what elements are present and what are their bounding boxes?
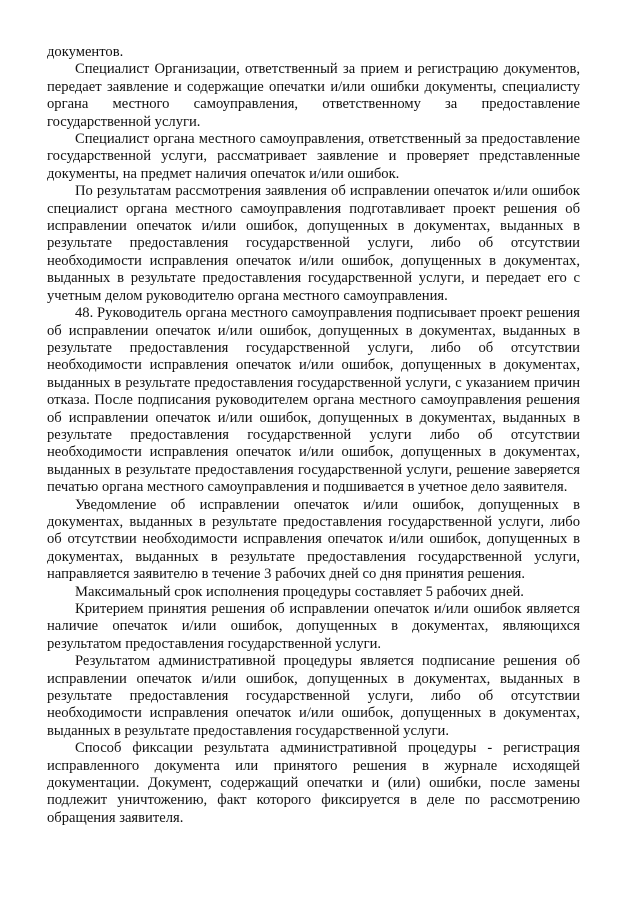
paragraph-result: Результатом административной процедуры является подписание решения об исправлении опечаток и/или ошибок, допущенных в документах, выданных в результате предоставления государственной услуги, либо об отсутствии необходимости исправления опечаток и/или ошибок, допущенных в документах, выданных в результате предоставления государственной услуги.: [47, 653, 580, 739]
paragraph-criterion: Критерием принятия решения об исправлении опечаток и/или ошибок является наличие опечаток и/или ошибок, допущенных в документах, являющихся результатом предоставления государственной услуги.: [47, 601, 580, 652]
paragraph-review-results: По результатам рассмотрения заявления об исправлении опечаток и/или ошибок специалист органа местного самоуправления подготавливает проект решения об исправлении опечаток и/или ошибок, допущенных в документах, выданных в результате предоставления государственной услуги, либо об отсутствии необходимости исправления опечаток и/или ошибок, допущенных в документах, выданных в результате предоставления государственной услуги, и передает его с учетным делом руководителю органа местного самоуправления.: [47, 183, 580, 304]
paragraph-specialist-organization: Специалист Организации, ответственный за прием и регистрацию документов, передает заявление и содержащие опечатки и/или ошибки документы, специалисту органа местного самоуправления, ответственному за предоставление государственной услуги.: [47, 61, 580, 130]
paragraph-48-head-signs: 48. Руководитель органа местного самоуправления подписывает проект решения об исправлении опечаток и/или ошибок, допущенных в документах, выданных в результате предоставления государственной услуги, либо об отсутствии необходимости исправления опечаток и/или ошибок, допущенных в документах, выданных в результате предоставления государственной услуги, с указанием причин отказа. После подписания руководителем органа местного самоуправления решения об исправлении опечаток и/или ошибок, допущенных в документах, выданных в результате предоставления государственной услуги либо об отсутствии необходимости исправления опечаток и/или ошибок, допущенных в документах, выданных в результате предоставления государственной услуги, решение заверяется печатью органа местного самоуправления и подшивается в учетное дело заявителя.: [47, 305, 580, 496]
paragraph-max-term: Максимальный срок исполнения процедуры составляет 5 рабочих дней.: [75, 583, 524, 600]
paragraph-specialist-local-government: Специалист органа местного самоуправления, ответственный за предоставление государственной услуги, рассматривает заявление и проверяет представленные документы, на предмет наличия опечаток и/или ошибок.: [47, 131, 580, 182]
paragraph-notification: Уведомление об исправлении опечаток и/или ошибок, допущенных в документах, выданных в результате предоставления государственной услуги, либо об отсутствии необходимости исправления опечаток и/или ошибок, допущенных в документах, выданных в результате предоставления государственной услуги, направляется заявителю в течение 3 рабочих дней со дня принятия решения.: [47, 496, 580, 583]
paragraph-continuation: документов.: [47, 44, 124, 60]
paragraph-recording-method: Способ фиксации результата административной процедуры - регистрация исправленного документа или принятого решения в журнале исходящей документации. Документ, содержащий опечатки и (или) ошибки, после замены подлежит уничтожению, факт которого фиксируется в деле по рассмотрению обращения заявителя.: [47, 740, 580, 826]
document-page: [47, 44, 580, 827]
